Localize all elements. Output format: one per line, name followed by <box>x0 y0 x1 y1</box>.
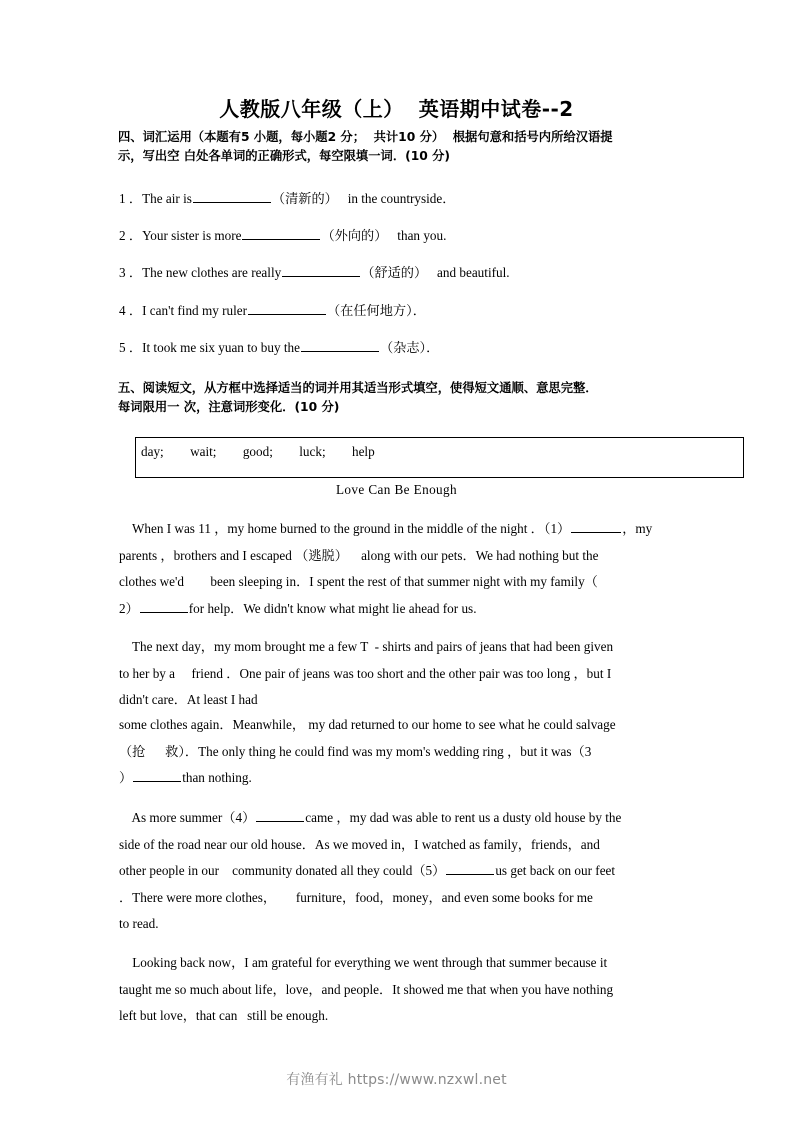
word-bank-list: day; wait; good; luck; help <box>141 444 375 459</box>
passage-line: parents ，brothers and I escaped （逃脱） along with our pets．We had nothing but the <box>119 547 599 563</box>
passage-line: didn't care．At least I had <box>119 692 258 707</box>
passage-paragraph <box>119 950 671 1030</box>
passage-line: left but love，that can still be enough. <box>119 1008 329 1023</box>
passage-text: came ，my dad was able to rent us a dusty old house by the <box>305 810 622 825</box>
question-item <box>119 262 699 282</box>
passage-text: us get back on our feet <box>495 863 616 878</box>
passage-blank-5[interactable] <box>446 860 494 875</box>
passage-text: ，my <box>622 521 653 536</box>
passage-blank-2[interactable] <box>140 598 188 613</box>
passage-line <box>119 596 671 623</box>
question-item <box>119 300 699 320</box>
answer-blank-5[interactable] <box>301 337 379 352</box>
passage-paragraph <box>119 712 671 792</box>
passage-blank-4[interactable] <box>256 807 304 822</box>
passage-line: ．There were more clothes， furniture，food，money，and even some books for me <box>119 889 593 905</box>
passage-paragraph <box>119 805 671 938</box>
question-text-after-blank: （外向的） than you. <box>321 228 447 243</box>
passage-line: （抢 救）．The only thing he could find was my mom's wedding ring ，but it was（3 <box>119 743 592 759</box>
section-five-heading <box>118 379 680 417</box>
question-text-before-blank: 3 ．The new clothes are really <box>119 265 282 280</box>
question-text-before-blank: 1 ．The air is <box>119 191 192 206</box>
answer-blank-2[interactable] <box>242 225 320 240</box>
question-text-after-blank: （清新的） in the countryside． <box>271 191 456 206</box>
question-text-after-blank: （在任何地方）． <box>327 303 426 318</box>
passage-line: to read. <box>119 916 159 931</box>
passage-line <box>119 516 671 543</box>
passage-line: to her by a friend ．One pair of jeans was too short and the other pair was too long ，but I <box>119 665 612 681</box>
question-text-after-blank: （杂志）． <box>379 340 440 355</box>
passage-text: ） <box>119 770 133 785</box>
footer-watermark: 有渔有礼 https://www.nzxwl.net <box>286 1072 507 1088</box>
section-five-heading-line-1: 五、阅读短文，从方框中选择适当的词并用其适当形式填空，使得短文通顺、意思完整． <box>118 381 598 395</box>
passage-text: other people in our community donated all they could（5） <box>119 863 446 878</box>
passage-line <box>119 765 671 792</box>
section-four-heading <box>118 128 680 166</box>
section-four-heading-line-1: 四、词汇运用（本题有5 小题，每小题2 分； 共计10 分） 根据句意和括号内所给汉语提 <box>118 130 613 144</box>
section-five-heading-line-2: 每词限用一 次，注意词形变化．(10 分) <box>118 400 340 414</box>
passage-paragraph <box>119 634 671 714</box>
answer-blank-4[interactable] <box>248 300 326 315</box>
passage-blank-1[interactable] <box>571 518 621 533</box>
question-item <box>119 225 699 245</box>
word-bank-box <box>135 437 744 478</box>
question-text-before-blank: 5 ．It took me six yuan to buy the <box>119 340 300 355</box>
passage-line <box>119 805 671 832</box>
passage-text: When I was 11 ，my home burned to the ground in the middle of the night ．（1） <box>119 521 571 536</box>
page-title: 人教版八年级（上） 英语期中试卷--2 <box>219 97 574 121</box>
passage-title: Love Can Be Enough <box>335 482 458 497</box>
passage-line: taught me so much about life，love，and people．It showed me that when you have nothing <box>119 981 614 997</box>
question-text-after-blank: （舒适的） and beautiful. <box>361 265 510 280</box>
section-four-heading-line-2: 示，写出空 白处各单词的正确形式，每空限填一词．(10 分) <box>118 149 451 163</box>
passage-line <box>119 858 671 885</box>
answer-blank-3[interactable] <box>282 262 360 277</box>
passage-paragraph <box>119 516 671 622</box>
passage-text: As more summer（4） <box>119 810 256 825</box>
question-item <box>119 337 699 357</box>
passage-text: than nothing. <box>182 770 252 785</box>
question-text-before-blank: 4 ．I can't find my ruler <box>119 303 247 318</box>
passage-line: clothes we'd been sleeping in．I spent the rest of that summer night with my family（ <box>119 574 598 589</box>
passage-blank-3[interactable] <box>133 767 181 782</box>
passage-text: for help．We didn't know what might lie ahead for us. <box>188 600 477 616</box>
question-text-before-blank: 2 ．Your sister is more <box>119 228 242 243</box>
passage-line: side of the road near our old house．As we moved in，I watched as family，friends，and <box>119 836 600 852</box>
passage-line: some clothes again．Meanwhile， my dad returned to our home to see what he could salvage <box>119 717 616 732</box>
answer-blank-1[interactable] <box>193 188 271 203</box>
passage-text: 2） <box>119 600 139 616</box>
passage-line: Looking back now，I am grateful for everything we went through that summer because it <box>119 955 608 970</box>
passage-line: The next day，my mom brought me a few T - shirts and pairs of jeans that had been given <box>119 639 614 654</box>
question-item <box>119 188 699 208</box>
